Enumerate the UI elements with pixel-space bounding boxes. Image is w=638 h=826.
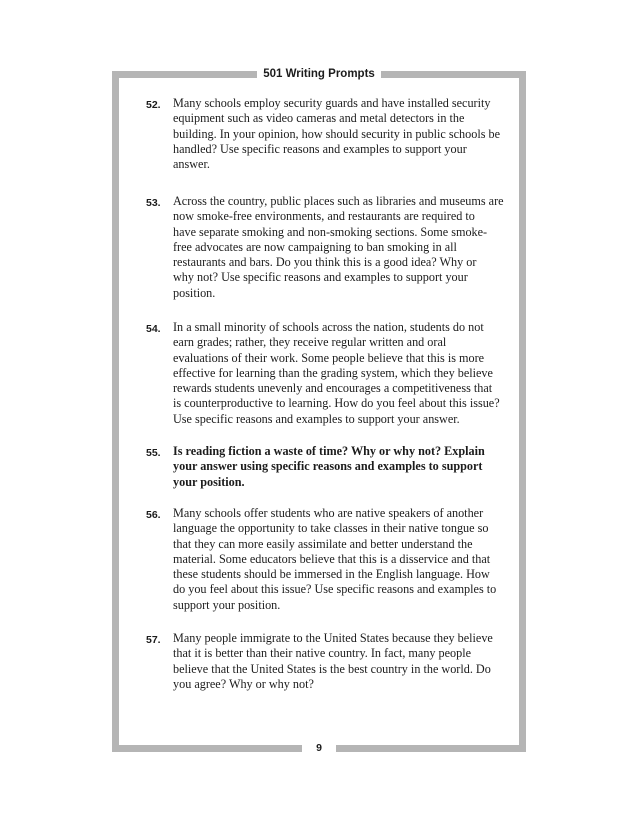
prompt-line: Use specific reasons and examples to support your answer. [173, 411, 460, 426]
prompt-text [173, 444, 485, 490]
frame-bottom-left-bar [112, 745, 302, 752]
prompt-text [173, 320, 500, 427]
prompt-line: Many schools employ security guards and have installed security [173, 96, 491, 110]
frame-top-right-bar [381, 71, 526, 78]
prompt-text [173, 631, 493, 692]
frame-left-bar [112, 71, 119, 752]
prompt-line: equipment such as video cameras and metal detectors in the [173, 111, 465, 126]
prompt-line: believe that the United States is the best country in the world. Do [173, 661, 491, 676]
prompt-text [173, 96, 500, 172]
prompt-line: handled? Use specific reasons and examples to support your [173, 141, 467, 156]
prompt-line: is counterproductive to learning. How do you feel about this issue? [173, 396, 500, 411]
prompt-number: 53. [146, 197, 161, 209]
prompt-item [146, 96, 500, 172]
prompt-line: have separate smoking and non-smoking sections. Some smoke- [173, 224, 488, 239]
prompt-line: effective for learning than the grading system, which they believe [173, 365, 493, 380]
prompt-line: evaluations of their work. Some people believe that this is more [173, 350, 485, 365]
prompt-text [173, 506, 496, 613]
prompt-line: restaurants and bars. Do you think this is a good idea? Why or [173, 255, 477, 270]
prompt-line: that it is better than their native country. In fact, many people [173, 646, 472, 661]
prompt-line: your answer using specific reasons and examples to support [173, 459, 483, 474]
prompt-item-highlighted [146, 444, 485, 490]
prompt-text [173, 194, 504, 301]
prompt-line: Many people immigrate to the United States because they believe [173, 631, 493, 645]
prompt-line: your position. [173, 474, 245, 489]
prompt-line: Is reading fiction a waste of time? Why or why not? Explain [173, 444, 485, 458]
prompt-number: 55. [146, 447, 161, 459]
prompt-line: these students should be immersed in the English language. How [173, 567, 490, 582]
prompt-number: 56. [146, 509, 161, 521]
prompt-item [146, 194, 504, 301]
prompt-line: support your position. [173, 597, 281, 612]
frame-bottom-right-bar [336, 745, 526, 752]
prompt-item [146, 506, 496, 613]
frame-right-bar [519, 71, 526, 752]
prompt-line: earn grades; rather, they receive regular written and oral [173, 335, 447, 350]
prompt-line: that they can more easily assimilate and better understand the [173, 536, 473, 551]
prompt-line: Across the country, public places such as libraries and museums are [173, 194, 504, 208]
prompt-line: material. Some educators believe that this is a disservice and that [173, 551, 491, 566]
prompt-line: now smoke-free environments, and restaurants are required to [173, 209, 475, 224]
prompt-line: position. [173, 285, 216, 300]
frame-top-left-bar [112, 71, 257, 78]
prompt-line: answer. [173, 157, 210, 172]
prompt-line: rewards students unevenly and encourages a competitiveness that [173, 381, 493, 396]
prompt-number: 57. [146, 634, 161, 646]
prompt-item [146, 631, 493, 692]
prompt-number: 54. [146, 323, 161, 335]
prompt-line: language the opportunity to take classes in their native tongue so [173, 521, 489, 536]
prompt-line: why not? Use specific reasons and examples to support your [173, 270, 468, 285]
page-number: 9 [316, 742, 322, 754]
running-head: 501 Writing Prompts [263, 68, 375, 80]
prompt-item [146, 320, 500, 427]
prompt-line: building. In your opinion, how should security in public schools be [173, 126, 501, 141]
prompt-line: you agree? Why or why not? [173, 676, 314, 691]
prompt-line: In a small minority of schools across the nation, students do not [173, 320, 484, 334]
prompt-line: free advocates are now campaigning to ban smoking in all [173, 239, 457, 254]
prompt-number: 52. [146, 99, 161, 111]
prompt-line: do you feel about this issue? Use specific reasons and examples to [173, 582, 497, 597]
prompt-line: Many schools offer students who are native speakers of another [173, 506, 484, 520]
